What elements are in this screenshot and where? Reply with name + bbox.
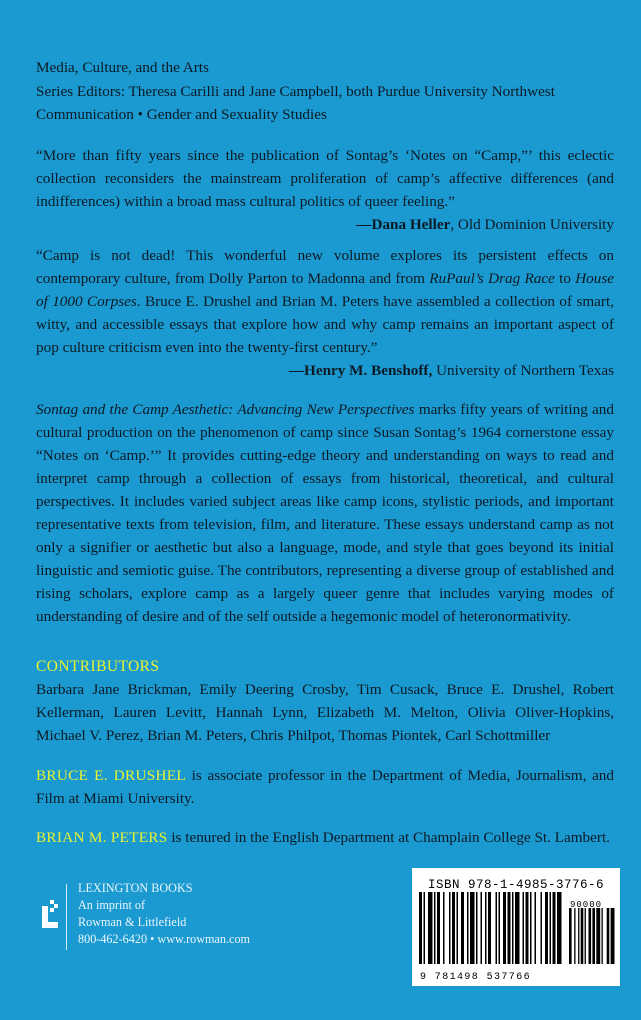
editor-bio-2: [36, 826, 614, 849]
lexington-books-logo-icon: [36, 892, 64, 940]
bio-paragraph: [36, 764, 614, 810]
series-name: Media, Culture, and the Arts: [36, 59, 209, 76]
quote-text-part: to: [554, 270, 576, 287]
series-editors: Series Editors: Theresa Carilli and Jane Campbell, both Purdue University Northwest: [36, 82, 555, 100]
description-paragraph: [36, 398, 614, 628]
quote-author: —Dana Heller: [356, 216, 451, 233]
contributors-list: Barbara Jane Brickman, Emily Deering Crosby, Tim Cusack, Bruce E. Drushel, Robert Kellerman, Lauren Levitt, Hannah Lynn, Elizabeth M. Melton, Olivia Oliver-Hopkins, Michael V. Perez, Brian M. Peters, Chris Philpot, Thomas Piontek, Carl Schottmiller: [36, 681, 614, 744]
quoted-title: House of 1000 Corpses: [36, 270, 615, 310]
editor-name: BRIAN M. PETERS: [36, 829, 168, 846]
quote-affiliation: , Old Dominion University: [450, 216, 614, 233]
quote-text: [36, 244, 614, 359]
publisher-divider: [66, 884, 67, 950]
publisher-block: [36, 880, 356, 955]
quote-attribution: [36, 359, 614, 382]
bio-text: is tenured in the English Department at Champlain College St. Lambert.: [167, 829, 610, 846]
description-text: marks fifty years of writing and cultural production on the phenomenon of camp since Susan Sontag’s 1964 cornerstone essay “Notes on ‘Camp.’” It provides cutting-edge theory and understanding on ways to read and interpret camp through a collection of essays from historical, theoretical, and cultural perspectives. It includes varied subject areas like camp icons, stylistic periods, and important representative texts from television, film, and literature. These essays understand camp as not only a signifier or aesthetic but also a language, mode, and style that goes beyond its initial linguistic and semiotic guise. The contributors, representing a diverse group of established and rising scholars, explore camp as a largely queer genre that includes varying modes of understanding of desire and of the self outside a hegemonic model of heteronormativity.: [36, 401, 614, 625]
bio-text: is associate professor in the Department of Media, Journalism, and Film at Miami University.: [36, 767, 614, 807]
contributors-heading: CONTRIBUTORS: [36, 658, 160, 675]
quote-attribution: [36, 213, 614, 236]
quote-text-part: “Camp is not dead! This wonderful new volume explores its persistent effects on contemporary culture, from Dolly Parton to Madonna and from: [36, 247, 614, 287]
bio-paragraph: [36, 826, 614, 849]
series-info: [36, 56, 614, 127]
publisher-contact: 800-462-6420 • www.rowman.com: [78, 932, 251, 946]
quote-author: —Henry M. Benshoff,: [288, 362, 433, 379]
quote-text: “More than fifty years since the publication of Sontag’s ‘Notes on “Camp,”’ this eclectic collection reconsiders the mainstream proliferation of camp’s affective differences (and indifferences) within a broad mass cultural politics of queer feeling.”: [36, 147, 614, 210]
quote-text-part: . Bruce E. Drushel and Brian M. Peters have assembled a collection of smart, witty, and accessible essays that explore how and why camp remains an important aspect of pop culture criticism even into the twenty-first century.”: [36, 293, 614, 356]
endorsement-quote-1: [36, 144, 614, 236]
isbn-number: ISBN 978-1-4985-3776-6: [427, 878, 605, 892]
editor-bio-1: [36, 764, 614, 810]
barcode-digits: 9 781498 537766: [420, 972, 532, 983]
publisher-name: LEXINGTON BOOKS: [78, 881, 193, 895]
price-addon-digits: 90000: [570, 900, 603, 910]
book-description: [36, 398, 614, 628]
isbn-barcode: [412, 868, 620, 986]
contributors-section: [36, 655, 614, 747]
editor-name: BRUCE E. DRUSHEL: [36, 767, 186, 784]
quoted-title: RuPaul’s Drag Race: [429, 270, 555, 287]
subject-categories: Communication • Gender and Sexuality Studies: [36, 106, 327, 123]
publisher-parent: Rowman & Littlefield: [78, 915, 187, 929]
publisher-imprint-label: An imprint of: [78, 898, 146, 912]
book-title: Sontag and the Camp Aesthetic: Advancing New Perspectives: [36, 401, 415, 418]
endorsement-quote-2: [36, 244, 614, 382]
publisher-text: [78, 880, 250, 948]
quote-affiliation: University of Northern Texas: [432, 362, 614, 379]
